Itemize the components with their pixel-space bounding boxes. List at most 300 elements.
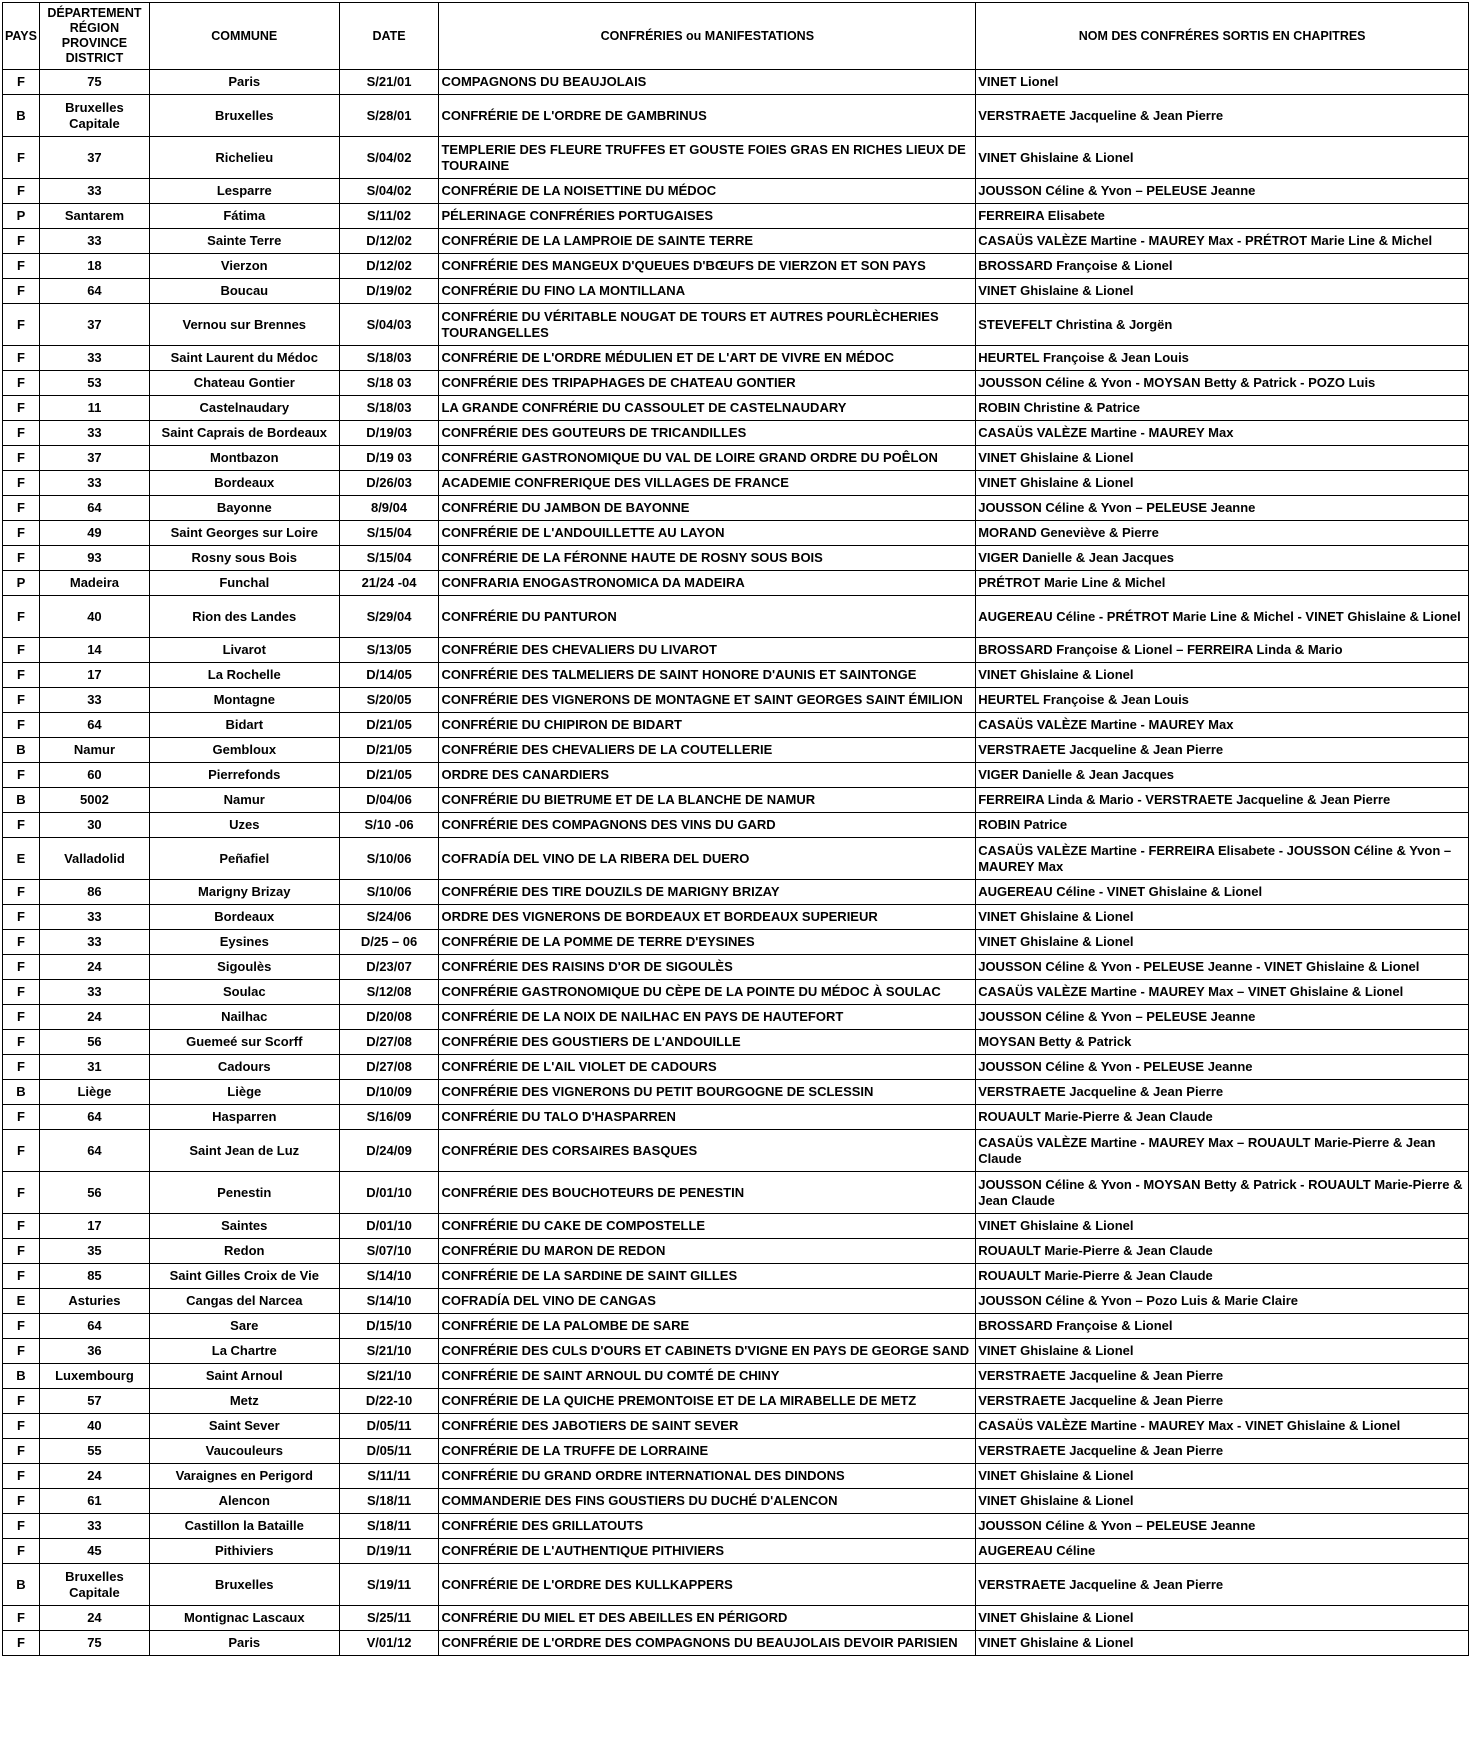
cell-date: S/16/09 (339, 1105, 439, 1130)
cell-confrerie: CONFRÉRIE DES VIGNERONS DE MONTAGNE ET SAINT GEORGES SAINT ÉMILION (439, 688, 976, 713)
cell-confrerie: ORDRE DES VIGNERONS DE BORDEAUX ET BORDEAUX SUPERIEUR (439, 905, 976, 930)
cell-commune: Saint Jean de Luz (149, 1130, 339, 1172)
table-row (3, 279, 1469, 304)
cell-commune: Montbazon (149, 446, 339, 471)
cell-departement: 60 (39, 763, 149, 788)
cell-pays: B (3, 738, 40, 763)
table-row (3, 1564, 1469, 1606)
cell-departement: Bruxelles Capitale (39, 1564, 149, 1606)
cell-noms: VINET Ghislaine & Lionel (976, 663, 1469, 688)
cell-date: S/21/01 (339, 70, 439, 95)
cell-commune: Cangas del Narcea (149, 1289, 339, 1314)
cell-confrerie: CONFRÉRIE DE LA NOIX DE NAILHAC EN PAYS DE HAUTEFORT (439, 1005, 976, 1030)
table-row (3, 713, 1469, 738)
cell-commune: Castillon la Bataille (149, 1514, 339, 1539)
cell-pays: F (3, 1055, 40, 1080)
cell-noms: VINET Ghislaine & Lionel (976, 1464, 1469, 1489)
cell-confrerie: CONFRÉRIE DE LA LAMPROIE DE SAINTE TERRE (439, 229, 976, 254)
table-row (3, 304, 1469, 346)
cell-noms: VINET Ghislaine & Lionel (976, 446, 1469, 471)
cell-commune: Cadours (149, 1055, 339, 1080)
cell-pays: F (3, 813, 40, 838)
cell-departement: 33 (39, 1514, 149, 1539)
cell-departement: 64 (39, 1314, 149, 1339)
cell-date: D/01/10 (339, 1172, 439, 1214)
cell-confrerie: CONFRÉRIE GASTRONOMIQUE DU VAL DE LOIRE GRAND ORDRE DU POÊLON (439, 446, 976, 471)
cell-date: S/11/11 (339, 1464, 439, 1489)
cell-pays: F (3, 137, 40, 179)
cell-confrerie: CONFRÉRIE DES BOUCHOTEURS DE PENESTIN (439, 1172, 976, 1214)
cell-noms: CASAÜS VALÈZE Martine - MAUREY Max - VINET Ghislaine & Lionel (976, 1414, 1469, 1439)
cell-confrerie: CONFRÉRIE DES VIGNERONS DU PETIT BOURGOGNE DE SCLESSIN (439, 1080, 976, 1105)
cell-confrerie: PÉLERINAGE CONFRÉRIES PORTUGAISES (439, 204, 976, 229)
cell-commune: Bayonne (149, 496, 339, 521)
cell-confrerie: CONFRÉRIE DU MARON DE REDON (439, 1239, 976, 1264)
cell-commune: Bidart (149, 713, 339, 738)
cell-date: S/15/04 (339, 521, 439, 546)
cell-noms: VINET Ghislaine & Lionel (976, 279, 1469, 304)
table-row (3, 980, 1469, 1005)
table-row (3, 813, 1469, 838)
cell-confrerie: CONFRÉRIE DE LA FÉRONNE HAUTE DE ROSNY SOUS BOIS (439, 546, 976, 571)
cell-noms: VINET Ghislaine & Lionel (976, 905, 1469, 930)
cell-commune: Liège (149, 1080, 339, 1105)
cell-noms: CASAÜS VALÈZE Martine - MAUREY Max – VINET Ghislaine & Lionel (976, 980, 1469, 1005)
cell-date: S/19/11 (339, 1564, 439, 1606)
cell-commune: Bordeaux (149, 471, 339, 496)
cell-departement: 24 (39, 1464, 149, 1489)
cell-noms: JOUSSON Céline & Yvon – PELEUSE Jeanne (976, 179, 1469, 204)
cell-noms: VERSTRAETE Jacqueline & Jean Pierre (976, 1439, 1469, 1464)
cell-commune: Boucau (149, 279, 339, 304)
cell-departement: 24 (39, 955, 149, 980)
cell-departement: 33 (39, 179, 149, 204)
cell-noms: VINET Lionel (976, 70, 1469, 95)
cell-commune: Varaignes en Perigord (149, 1464, 339, 1489)
cell-pays: P (3, 571, 40, 596)
cell-commune: Pierrefonds (149, 763, 339, 788)
cell-departement: Santarem (39, 204, 149, 229)
cell-noms: JOUSSON Céline & Yvon - PELEUSE Jeanne - VINET Ghislaine & Lionel (976, 955, 1469, 980)
cell-noms: ROUAULT Marie-Pierre & Jean Claude (976, 1264, 1469, 1289)
cell-departement: 33 (39, 905, 149, 930)
cell-confrerie: CONFRÉRIE DES COMPAGNONS DES VINS DU GARD (439, 813, 976, 838)
cell-confrerie: CONFRÉRIE DE L'ORDRE DES COMPAGNONS DU BEAUJOLAIS DEVOIR PARISIEN (439, 1631, 976, 1656)
cell-departement: 17 (39, 663, 149, 688)
cell-date: D/05/11 (339, 1439, 439, 1464)
cell-date: S/07/10 (339, 1239, 439, 1264)
cell-pays: F (3, 446, 40, 471)
cell-departement: 64 (39, 496, 149, 521)
table-row (3, 204, 1469, 229)
header-departement: DÉPARTEMENT RÉGION PROVINCE DISTRICT (39, 3, 149, 70)
cell-commune: Saint Caprais de Bordeaux (149, 421, 339, 446)
cell-pays: F (3, 955, 40, 980)
cell-noms: VINET Ghislaine & Lionel (976, 1606, 1469, 1631)
table-row (3, 137, 1469, 179)
cell-confrerie: COFRADÍA DEL VINO DE CANGAS (439, 1289, 976, 1314)
cell-pays: F (3, 1239, 40, 1264)
cell-departement: 64 (39, 1105, 149, 1130)
table-row (3, 471, 1469, 496)
cell-confrerie: CONFRÉRIE DES JABOTIERS DE SAINT SEVER (439, 1414, 976, 1439)
cell-departement: 11 (39, 396, 149, 421)
cell-pays: F (3, 1414, 40, 1439)
cell-noms: CASAÜS VALÈZE Martine - MAUREY Max (976, 421, 1469, 446)
cell-confrerie: CONFRÉRIE DE L'ANDOUILLETTE AU LAYON (439, 521, 976, 546)
cell-date: S/04/03 (339, 304, 439, 346)
table-row (3, 1514, 1469, 1539)
cell-commune: Vernou sur Brennes (149, 304, 339, 346)
header-row (3, 3, 1469, 70)
cell-noms: BROSSARD Françoise & Lionel (976, 1314, 1469, 1339)
cell-confrerie: CONFRÉRIE DE LA POMME DE TERRE D'EYSINES (439, 930, 976, 955)
cell-commune: Bruxelles (149, 1564, 339, 1606)
cell-commune: Penestin (149, 1172, 339, 1214)
table-row (3, 880, 1469, 905)
cell-departement: 75 (39, 70, 149, 95)
cell-date: D/05/11 (339, 1414, 439, 1439)
cell-date: D/21/05 (339, 713, 439, 738)
cell-confrerie: CONFRÉRIE DES CULS D'OURS ET CABINETS D'VIGNE EN PAYS DE GEORGE SAND (439, 1339, 976, 1364)
cell-noms: CASAÜS VALÈZE Martine - MAUREY Max – ROUAULT Marie-Pierre & Jean Claude (976, 1130, 1469, 1172)
cell-date: S/04/02 (339, 137, 439, 179)
cell-departement: 61 (39, 1489, 149, 1514)
cell-date: S/18/03 (339, 396, 439, 421)
cell-commune: Saint Laurent du Médoc (149, 346, 339, 371)
cell-departement: 40 (39, 596, 149, 638)
cell-departement: Luxembourg (39, 1364, 149, 1389)
cell-departement: 64 (39, 1130, 149, 1172)
cell-pays: F (3, 546, 40, 571)
header-pays: PAYS (3, 3, 40, 70)
cell-pays: B (3, 1564, 40, 1606)
cell-pays: F (3, 596, 40, 638)
cell-confrerie: LA GRANDE CONFRÉRIE DU CASSOULET DE CASTELNAUDARY (439, 396, 976, 421)
cell-pays: F (3, 1030, 40, 1055)
cell-noms: MOYSAN Betty & Patrick (976, 1030, 1469, 1055)
table-row (3, 1030, 1469, 1055)
cell-departement: 37 (39, 446, 149, 471)
table-row (3, 1314, 1469, 1339)
table-row (3, 638, 1469, 663)
cell-departement: 14 (39, 638, 149, 663)
cell-pays: F (3, 496, 40, 521)
table-row (3, 688, 1469, 713)
cell-confrerie: CONFRÉRIE DU JAMBON DE BAYONNE (439, 496, 976, 521)
cell-pays: B (3, 788, 40, 813)
cell-departement: 33 (39, 930, 149, 955)
cell-departement: Liège (39, 1080, 149, 1105)
table-row (3, 1364, 1469, 1389)
cell-departement: 33 (39, 346, 149, 371)
cell-date: D/25 – 06 (339, 930, 439, 955)
cell-date: S/12/08 (339, 980, 439, 1005)
cell-confrerie: CONFRÉRIE DES GRILLATOUTS (439, 1514, 976, 1539)
cell-noms: AUGEREAU Céline - PRÉTROT Marie Line & Michel - VINET Ghislaine & Lionel (976, 596, 1469, 638)
cell-date: D/10/09 (339, 1080, 439, 1105)
cell-pays: F (3, 905, 40, 930)
cell-pays: F (3, 930, 40, 955)
cell-commune: Paris (149, 70, 339, 95)
cell-confrerie: COMPAGNONS DU BEAUJOLAIS (439, 70, 976, 95)
cell-pays: F (3, 638, 40, 663)
cell-departement: 33 (39, 980, 149, 1005)
cell-pays: P (3, 204, 40, 229)
cell-confrerie: CONFRÉRIE DES TIRE DOUZILS DE MARIGNY BRIZAY (439, 880, 976, 905)
cell-departement: 57 (39, 1389, 149, 1414)
header-date: DATE (339, 3, 439, 70)
table-row (3, 254, 1469, 279)
cell-pays: E (3, 838, 40, 880)
cell-departement: 85 (39, 1264, 149, 1289)
cell-departement: 56 (39, 1030, 149, 1055)
cell-pays: F (3, 1631, 40, 1656)
table-row (3, 1214, 1469, 1239)
table-row (3, 1239, 1469, 1264)
cell-pays: F (3, 1264, 40, 1289)
cell-confrerie: TEMPLERIE DES FLEURE TRUFFES ET GOUSTE FOIES GRAS EN RICHES LIEUX DE TOURAINE (439, 137, 976, 179)
cell-commune: Sare (149, 1314, 339, 1339)
cell-confrerie: CONFRÉRIE DU PANTURON (439, 596, 976, 638)
cell-pays: F (3, 713, 40, 738)
table-row (3, 1389, 1469, 1414)
cell-pays: B (3, 1080, 40, 1105)
table-row (3, 1055, 1469, 1080)
cell-departement: 45 (39, 1539, 149, 1564)
table-row (3, 1264, 1469, 1289)
cell-confrerie: CONFRÉRIE DE L'ORDRE MÉDULIEN ET DE L'ART DE VIVRE EN MÉDOC (439, 346, 976, 371)
cell-noms: VINET Ghislaine & Lionel (976, 1339, 1469, 1364)
cell-confrerie: CONFRÉRIE DE L'ORDRE DES KULLKAPPERS (439, 1564, 976, 1606)
cell-commune: Eysines (149, 930, 339, 955)
cell-noms: BROSSARD Françoise & Lionel (976, 254, 1469, 279)
cell-noms: JOUSSON Céline & Yvon – Pozo Luis & Marie Claire (976, 1289, 1469, 1314)
cell-noms: VINET Ghislaine & Lionel (976, 1489, 1469, 1514)
cell-date: S/18/03 (339, 346, 439, 371)
cell-commune: Bordeaux (149, 905, 339, 930)
cell-departement: 18 (39, 254, 149, 279)
cell-pays: F (3, 1214, 40, 1239)
cell-date: D/04/06 (339, 788, 439, 813)
cell-commune: Gembloux (149, 738, 339, 763)
cell-pays: F (3, 1514, 40, 1539)
cell-departement: 75 (39, 1631, 149, 1656)
cell-pays: F (3, 521, 40, 546)
cell-date: D/19/11 (339, 1539, 439, 1564)
cell-commune: Fátima (149, 204, 339, 229)
cell-confrerie: CONFRÉRIE DU FINO LA MONTILLANA (439, 279, 976, 304)
table-row (3, 738, 1469, 763)
cell-confrerie: ACADEMIE CONFRERIQUE DES VILLAGES DE FRANCE (439, 471, 976, 496)
cell-noms: VINET Ghislaine & Lionel (976, 471, 1469, 496)
cell-departement: 56 (39, 1172, 149, 1214)
cell-noms: VERSTRAETE Jacqueline & Jean Pierre (976, 95, 1469, 137)
cell-date: S/15/04 (339, 546, 439, 571)
cell-confrerie: COMMANDERIE DES FINS GOUSTIERS DU DUCHÉ D'ALENCON (439, 1489, 976, 1514)
cell-date: S/13/05 (339, 638, 439, 663)
cell-noms: CASAÜS VALÈZE Martine - MAUREY Max (976, 713, 1469, 738)
cell-commune: Rion des Landes (149, 596, 339, 638)
cell-pays: F (3, 1105, 40, 1130)
table-row (3, 396, 1469, 421)
cell-date: D/12/02 (339, 229, 439, 254)
cell-commune: Sigoulès (149, 955, 339, 980)
cell-confrerie: CONFRÉRIE DES MANGEUX D'QUEUES D'BŒUFS DE VIERZON ET SON PAYS (439, 254, 976, 279)
cell-pays: F (3, 1389, 40, 1414)
cell-commune: Uzes (149, 813, 339, 838)
cell-confrerie: CONFRÉRIE DE L'AUTHENTIQUE PITHIVIERS (439, 1539, 976, 1564)
cell-confrerie: CONFRÉRIE DE LA NOISETTINE DU MÉDOC (439, 179, 976, 204)
table-row (3, 1005, 1469, 1030)
cell-confrerie: CONFRÉRIE DU TALO D'HASPARREN (439, 1105, 976, 1130)
cell-confrerie: CONFRÉRIE DES CORSAIRES BASQUES (439, 1130, 976, 1172)
cell-departement: 36 (39, 1339, 149, 1364)
cell-date: D/21/05 (339, 763, 439, 788)
cell-pays: F (3, 70, 40, 95)
cell-date: D/12/02 (339, 254, 439, 279)
cell-date: S/21/10 (339, 1364, 439, 1389)
cell-noms: HEURTEL Françoise & Jean Louis (976, 346, 1469, 371)
table-row (3, 1539, 1469, 1564)
cell-noms: BROSSARD Françoise & Lionel – FERREIRA Linda & Mario (976, 638, 1469, 663)
cell-departement: 33 (39, 688, 149, 713)
cell-confrerie: CONFRÉRIE DES GOUTEURS DE TRICANDILLES (439, 421, 976, 446)
cell-confrerie: CONFRÉRIE DES TRIPAPHAGES DE CHATEAU GONTIER (439, 371, 976, 396)
cell-date: S/10/06 (339, 880, 439, 905)
table-row (3, 229, 1469, 254)
cell-noms: VERSTRAETE Jacqueline & Jean Pierre (976, 738, 1469, 763)
cell-departement: Madeira (39, 571, 149, 596)
cell-pays: B (3, 1364, 40, 1389)
cell-commune: Saint Sever (149, 1414, 339, 1439)
table-row (3, 1631, 1469, 1656)
cell-departement: 49 (39, 521, 149, 546)
header-noms: NOM DES CONFRÉRES SORTIS EN CHAPITRES (976, 3, 1469, 70)
cell-noms: VERSTRAETE Jacqueline & Jean Pierre (976, 1080, 1469, 1105)
cell-date: S/20/05 (339, 688, 439, 713)
cell-pays: B (3, 95, 40, 137)
cell-confrerie: CONFRÉRIE DES TALMELIERS DE SAINT HONORE D'AUNIS ET SAINTONGE (439, 663, 976, 688)
cell-commune: Pithiviers (149, 1539, 339, 1564)
cell-commune: Marigny Brizay (149, 880, 339, 905)
cell-departement: 64 (39, 279, 149, 304)
table-row (3, 1489, 1469, 1514)
cell-confrerie: CONFRÉRIE DU BIETRUME ET DE LA BLANCHE DE NAMUR (439, 788, 976, 813)
cell-date: S/14/10 (339, 1264, 439, 1289)
cell-commune: Soulac (149, 980, 339, 1005)
table-row (3, 1080, 1469, 1105)
cell-commune: Lesparre (149, 179, 339, 204)
table-row (3, 838, 1469, 880)
cell-pays: F (3, 1464, 40, 1489)
table-row (3, 788, 1469, 813)
cell-date: S/25/11 (339, 1606, 439, 1631)
cell-date: S/28/01 (339, 95, 439, 137)
cell-date: D/19/03 (339, 421, 439, 446)
header-commune: COMMUNE (149, 3, 339, 70)
cell-commune: Saint Arnoul (149, 1364, 339, 1389)
cell-pays: F (3, 371, 40, 396)
cell-pays: F (3, 688, 40, 713)
table-row (3, 571, 1469, 596)
cell-confrerie: CONFRÉRIE DES GOUSTIERS DE L'ANDOUILLE (439, 1030, 976, 1055)
cell-noms: CASAÜS VALÈZE Martine - MAUREY Max - PRÉTROT Marie Line & Michel (976, 229, 1469, 254)
table-row (3, 346, 1469, 371)
cell-commune: Chateau Gontier (149, 371, 339, 396)
cell-departement: 86 (39, 880, 149, 905)
cell-date: S/10/06 (339, 838, 439, 880)
cell-commune: Nailhac (149, 1005, 339, 1030)
cell-departement: 17 (39, 1214, 149, 1239)
cell-pays: F (3, 663, 40, 688)
cell-noms: CASAÜS VALÈZE Martine - FERREIRA Elisabete - JOUSSON Céline & Yvon – MAUREY Max (976, 838, 1469, 880)
cell-noms: VERSTRAETE Jacqueline & Jean Pierre (976, 1564, 1469, 1606)
cell-noms: AUGEREAU Céline - VINET Ghislaine & Lionel (976, 880, 1469, 905)
cell-noms: VERSTRAETE Jacqueline & Jean Pierre (976, 1389, 1469, 1414)
cell-commune: Saint Georges sur Loire (149, 521, 339, 546)
cell-confrerie: CONFRÉRIE DE LA PALOMBE DE SARE (439, 1314, 976, 1339)
cell-commune: Guemeé sur Scorff (149, 1030, 339, 1055)
cell-noms: ROBIN Patrice (976, 813, 1469, 838)
cell-noms: VINET Ghislaine & Lionel (976, 1631, 1469, 1656)
cell-departement: 31 (39, 1055, 149, 1080)
cell-confrerie: CONFRÉRIE GASTRONOMIQUE DU CÈPE DE LA POINTE DU MÉDOC À SOULAC (439, 980, 976, 1005)
cell-departement: 64 (39, 713, 149, 738)
table-row (3, 1339, 1469, 1364)
table-row (3, 905, 1469, 930)
cell-pays: F (3, 254, 40, 279)
cell-confrerie: CONFRÉRIE DU GRAND ORDRE INTERNATIONAL DES DINDONS (439, 1464, 976, 1489)
cell-noms: VINET Ghislaine & Lionel (976, 930, 1469, 955)
cell-departement: 55 (39, 1439, 149, 1464)
cell-pays: F (3, 1130, 40, 1172)
cell-date: S/18 03 (339, 371, 439, 396)
cell-pays: F (3, 1314, 40, 1339)
cell-date: S/11/02 (339, 204, 439, 229)
table-row (3, 1105, 1469, 1130)
cell-pays: F (3, 471, 40, 496)
cell-noms: ROUAULT Marie-Pierre & Jean Claude (976, 1239, 1469, 1264)
cell-departement: Namur (39, 738, 149, 763)
cell-departement: Valladolid (39, 838, 149, 880)
cell-commune: Montignac Lascaux (149, 1606, 339, 1631)
cell-commune: La Chartre (149, 1339, 339, 1364)
cell-date: S/21/10 (339, 1339, 439, 1364)
cell-confrerie: ORDRE DES CANARDIERS (439, 763, 976, 788)
cell-pays: F (3, 763, 40, 788)
cell-commune: Bruxelles (149, 95, 339, 137)
cell-noms: JOUSSON Céline & Yvon - MOYSAN Betty & Patrick - ROUAULT Marie-Pierre & Jean Claude (976, 1172, 1469, 1214)
cell-confrerie: CONFRÉRIE DE L'ORDRE DE GAMBRINUS (439, 95, 976, 137)
table-row (3, 1439, 1469, 1464)
cell-confrerie: CONFRARIA ENOGASTRONOMICA DA MADEIRA (439, 571, 976, 596)
cell-departement: 33 (39, 471, 149, 496)
cell-date: D/15/10 (339, 1314, 439, 1339)
cell-noms: ROUAULT Marie-Pierre & Jean Claude (976, 1105, 1469, 1130)
cell-date: S/14/10 (339, 1289, 439, 1314)
cell-departement: 33 (39, 229, 149, 254)
cell-pays: F (3, 396, 40, 421)
cell-noms: PRÉTROT Marie Line & Michel (976, 571, 1469, 596)
cell-date: D/26/03 (339, 471, 439, 496)
chapters-table (2, 2, 1469, 1656)
cell-date: 8/9/04 (339, 496, 439, 521)
cell-pays: E (3, 1289, 40, 1314)
header-confreries: CONFRÉRIES ou MANIFESTATIONS (439, 3, 976, 70)
cell-commune: Peñafiel (149, 838, 339, 880)
cell-commune: Livarot (149, 638, 339, 663)
